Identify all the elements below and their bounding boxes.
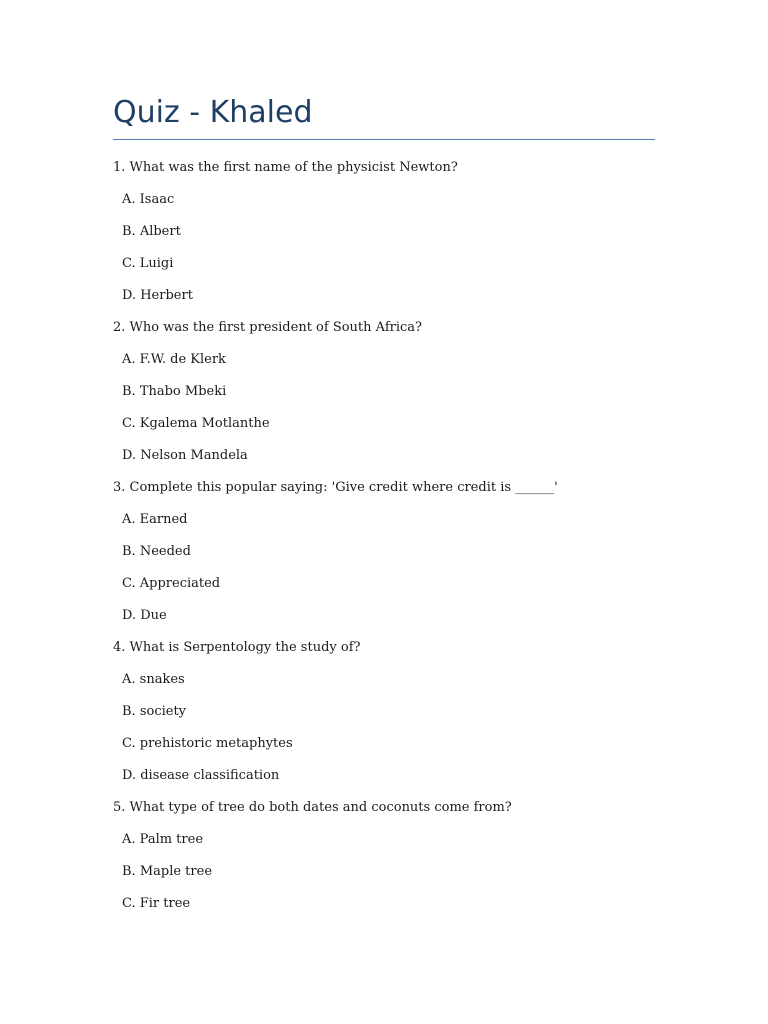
title-underline [113,139,655,140]
option-1a: A. Isaac [122,192,175,207]
option-4b: B. society [122,704,187,719]
question-5: 5. What type of tree do both dates and coconuts come from? [113,800,512,815]
option-1b: B. Albert [122,224,181,239]
question-1: 1. What was the first name of the physicist Newton? [113,160,458,175]
option-2c: C. Kgalema Motlanthe [122,416,270,431]
question-4: 4. What is Serpentology the study of? [113,640,361,655]
option-3a: A. Earned [122,512,188,527]
option-4a: A. snakes [122,672,185,687]
option-5b: B. Maple tree [122,864,213,879]
option-5a: A. Palm tree [122,832,204,847]
question-2: 2. Who was the first president of South Africa? [113,320,422,335]
quiz-list [113,159,655,927]
option-3d: D. Due [122,608,167,623]
option-2d: D. Nelson Mandela [122,448,248,463]
option-2a: A. F.W. de Klerk [122,352,226,367]
option-3b: B. Needed [122,544,191,559]
option-3c: C. Appreciated [122,576,221,591]
option-1d: D. Herbert [122,288,193,303]
option-5c: C. Fir tree [122,896,191,911]
option-1c: C. Luigi [122,256,174,271]
option-2b: B. Thabo Mbeki [122,384,227,399]
option-4d: D. disease classification [122,768,280,783]
question-3: 3. Complete this popular saying: 'Give credit where credit is ______' [113,480,558,495]
page-title: Quiz - Khaled [113,95,313,130]
option-4c: C. prehistoric metaphytes [122,736,293,751]
